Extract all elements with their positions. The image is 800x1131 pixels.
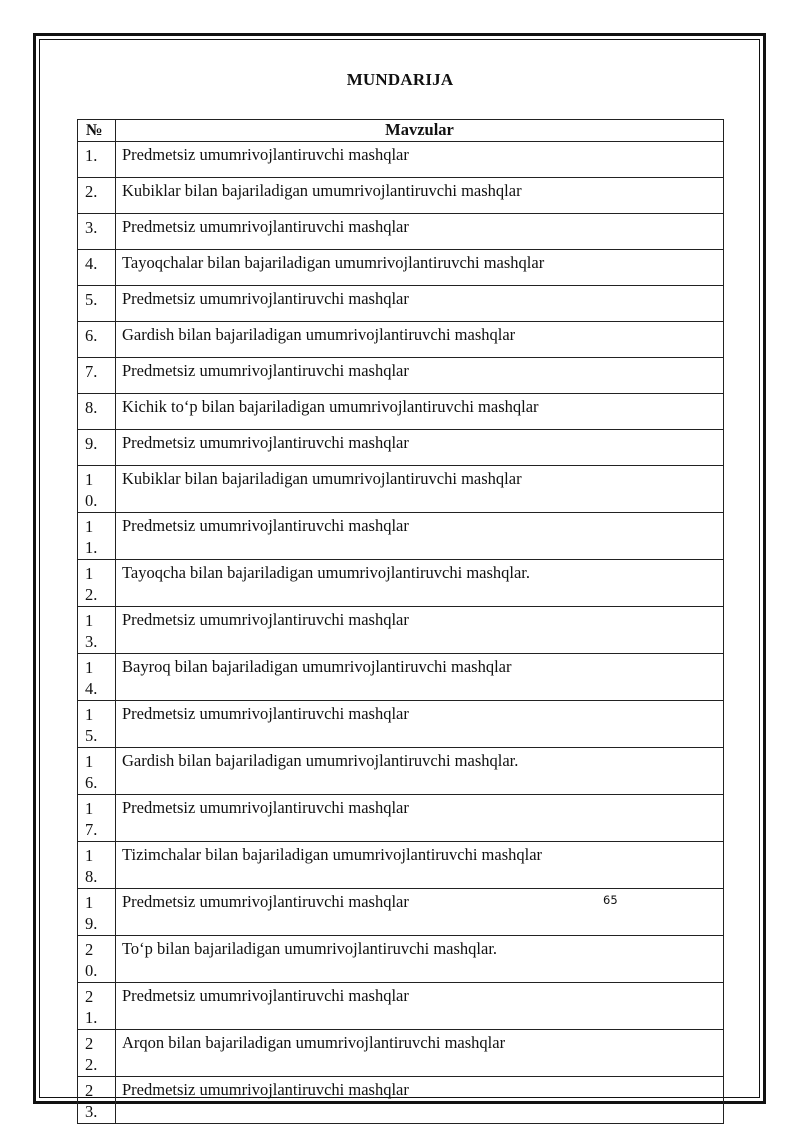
row-topic: Predmetsiz umumrivojlantiruvchi mashqlar — [116, 142, 724, 178]
row-topic: To‘p bilan bajariladigan umumrivojlantiruvchi mashqlar. — [116, 936, 724, 983]
row-topic: Predmetsiz umumrivojlantiruvchi mashqlar — [116, 889, 724, 936]
table-row — [78, 983, 724, 1030]
row-number-text: 12. — [85, 564, 98, 604]
row-number-text: 4. — [85, 254, 98, 273]
page-number: 65 — [603, 893, 618, 907]
row-number — [78, 842, 116, 889]
row-number — [78, 748, 116, 795]
table-row — [78, 701, 724, 748]
row-number-text: 13. — [85, 611, 98, 651]
row-number-text: 1. — [85, 146, 98, 165]
table-row — [78, 142, 724, 178]
row-topic: Predmetsiz umumrivojlantiruvchi mashqlar — [116, 214, 724, 250]
row-number-text: 11. — [85, 517, 98, 557]
row-topic: Predmetsiz umumrivojlantiruvchi mashqlar — [116, 513, 724, 560]
row-topic: Predmetsiz umumrivojlantiruvchi mashqlar — [116, 701, 724, 748]
row-number — [78, 214, 116, 250]
table-row — [78, 607, 724, 654]
row-topic: Predmetsiz umumrivojlantiruvchi mashqlar — [116, 286, 724, 322]
row-number-text: 23. — [85, 1081, 98, 1121]
row-number — [78, 795, 116, 842]
row-topic: Tayoqchalar bilan bajariladigan umumrivojlantiruvchi mashqlar — [116, 250, 724, 286]
row-number-text: 9. — [85, 434, 98, 453]
header-topic: Mavzular — [116, 120, 724, 142]
row-topic: Tayoqcha bilan bajariladigan umumrivojlantiruvchi mashqlar. — [116, 560, 724, 607]
row-number — [78, 394, 116, 430]
row-topic: Predmetsiz umumrivojlantiruvchi mashqlar — [116, 358, 724, 394]
row-number — [78, 983, 116, 1030]
table-row — [78, 286, 724, 322]
table-row — [78, 795, 724, 842]
row-number-text: 5. — [85, 290, 98, 309]
table-row — [78, 394, 724, 430]
row-number-text: 18. — [85, 846, 98, 886]
row-number — [78, 654, 116, 701]
row-number — [78, 513, 116, 560]
table-row — [78, 322, 724, 358]
row-number-text: 22. — [85, 1034, 98, 1074]
table-row — [78, 936, 724, 983]
table-row — [78, 513, 724, 560]
row-number — [78, 250, 116, 286]
row-number-text: 3. — [85, 218, 98, 237]
row-topic: Predmetsiz umumrivojlantiruvchi mashqlar — [116, 795, 724, 842]
table-row — [78, 560, 724, 607]
row-topic: Kubiklar bilan bajariladigan umumrivojlantiruvchi mashqlar — [116, 466, 724, 513]
table-body — [78, 142, 724, 1124]
row-number-text: 20. — [85, 940, 98, 980]
row-number — [78, 430, 116, 466]
table-row — [78, 889, 724, 936]
row-topic: Bayroq bilan bajariladigan umumrivojlantiruvchi mashqlar — [116, 654, 724, 701]
row-number-text: 15. — [85, 705, 98, 745]
row-number — [78, 286, 116, 322]
row-number-text: 16. — [85, 752, 98, 792]
table-row — [78, 358, 724, 394]
row-number — [78, 178, 116, 214]
row-number-text: 8. — [85, 398, 98, 417]
row-topic: Arqon bilan bajariladigan umumrivojlantiruvchi mashqlar — [116, 1030, 724, 1077]
row-number — [78, 1077, 116, 1124]
table-row — [78, 430, 724, 466]
row-number-text: 14. — [85, 658, 98, 698]
row-topic: Predmetsiz umumrivojlantiruvchi mashqlar — [116, 607, 724, 654]
contents-table — [77, 119, 724, 1124]
row-topic: Predmetsiz umumrivojlantiruvchi mashqlar — [116, 1077, 724, 1124]
table-row — [78, 748, 724, 795]
row-number-text: 7. — [85, 362, 98, 381]
row-topic: Predmetsiz umumrivojlantiruvchi mashqlar — [116, 983, 724, 1030]
table-row — [78, 214, 724, 250]
table-row — [78, 842, 724, 889]
row-number — [78, 936, 116, 983]
row-number-text: 10. — [85, 470, 98, 510]
table-row — [78, 654, 724, 701]
row-topic: Tizimchalar bilan bajariladigan umumrivojlantiruvchi mashqlar — [116, 842, 724, 889]
row-number-text: 19. — [85, 893, 98, 933]
header-number: № — [78, 120, 116, 142]
row-topic: Predmetsiz umumrivojlantiruvchi mashqlar — [116, 430, 724, 466]
table-row — [78, 1077, 724, 1124]
row-topic: Kichik to‘p bilan bajariladigan umumrivojlantiruvchi mashqlar — [116, 394, 724, 430]
row-topic: Gardish bilan bajariladigan umumrivojlantiruvchi mashqlar — [116, 322, 724, 358]
page-title: MUNDARIJA — [346, 70, 454, 89]
row-topic: Gardish bilan bajariladigan umumrivojlantiruvchi mashqlar. — [116, 748, 724, 795]
row-number — [78, 322, 116, 358]
table-row — [78, 1030, 724, 1077]
row-number — [78, 466, 116, 513]
table-header-row — [78, 120, 724, 142]
row-number — [78, 560, 116, 607]
row-number — [78, 889, 116, 936]
row-number — [78, 142, 116, 178]
table-row — [78, 178, 724, 214]
row-number-text: 2. — [85, 182, 98, 201]
table-row — [78, 250, 724, 286]
row-number — [78, 701, 116, 748]
row-number — [78, 607, 116, 654]
row-number — [78, 1030, 116, 1077]
row-number-text: 6. — [85, 326, 98, 345]
row-number — [78, 358, 116, 394]
row-topic: Kubiklar bilan bajariladigan umumrivojlantiruvchi mashqlar — [116, 178, 724, 214]
row-number-text: 21. — [85, 987, 98, 1027]
row-number-text: 17. — [85, 799, 98, 839]
table-row — [78, 466, 724, 513]
